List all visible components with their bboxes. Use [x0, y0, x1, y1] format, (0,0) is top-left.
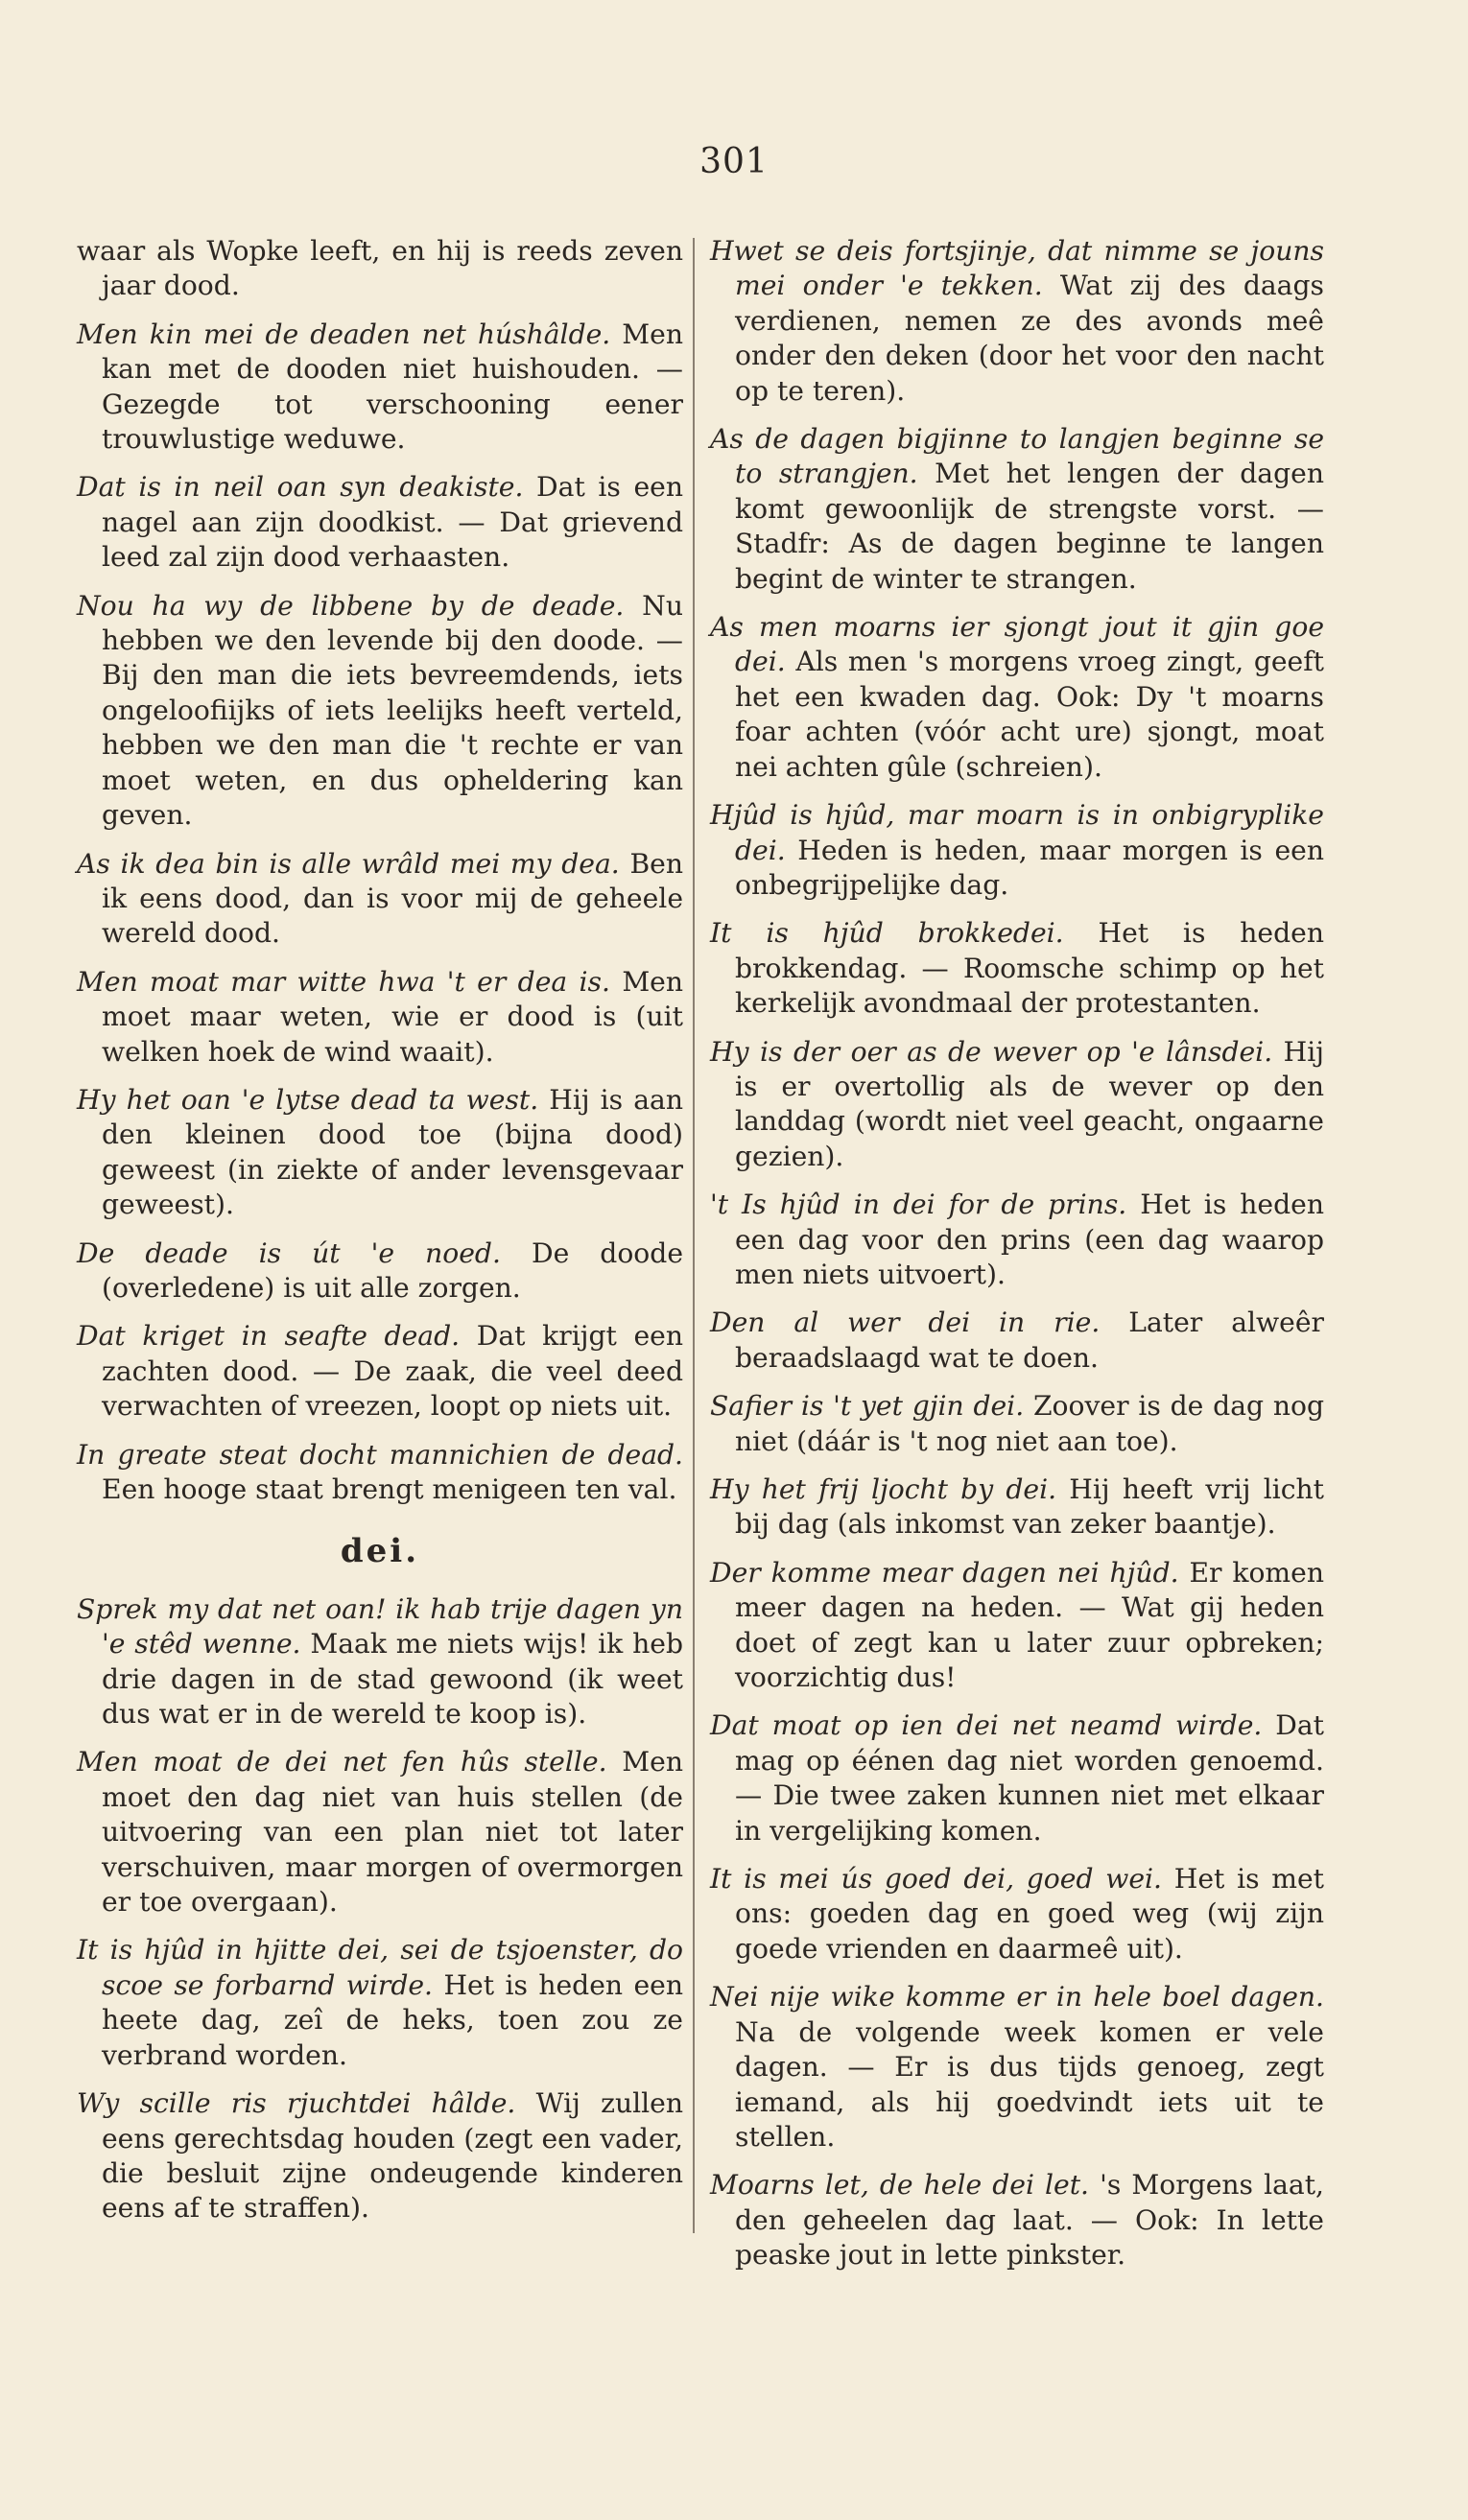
entry-text: De doode (overledene) is uit alle zorgen. [102, 1236, 683, 1304]
entry-text: Met het lengen der dagen komt gewoonlijk de strengste vorst. — Stadfr: As de dagen beginne te langen begint de winter te strangen. [735, 458, 1324, 595]
entry-text: Het is heden een dag voor den prins (een dag waarop men niets uitvoert). [735, 1189, 1324, 1290]
frisian-phrase: Hjûd is hjûd, mar moarn is in onbigryplike dei. [710, 799, 1324, 866]
entry [710, 1306, 1324, 1376]
entry-text: Hij is aan den kleinen dood toe (bijna dood) geweest (in ziekte of ander levensgevaar geweest). [102, 1083, 683, 1221]
entry [77, 234, 683, 304]
frisian-phrase: Men moat de dei net fen hûs stelle. [77, 1746, 607, 1778]
entry-text: Men moet den dag niet van huis stellen (de uitvoering van een plan niet tot later verschuiven, maar morgen of overmorgen er toe overgaan). [102, 1746, 683, 1919]
entry-text: Men moet maar weten, wie er dood is (uit welken hoek de wind waait). [102, 965, 684, 1068]
entry-text: Heden is heden, maar morgen is een onbegrijpelijke dag. [735, 834, 1324, 901]
entry [710, 234, 1324, 409]
frisian-phrase: Sprek my dat net oan! ik hab trije dagen yn 'e stêd wenne. [77, 1592, 683, 1660]
entry [710, 1035, 1324, 1175]
entry-text: Later alweêr beraadslaagd wat te doen. [735, 1307, 1324, 1374]
entry [77, 1083, 683, 1223]
frisian-phrase: As ik dea bin is alle wrâld mei my dea. [77, 847, 620, 880]
entry-text: Het is heden een heete dag, zeî de heks, toen zou ze verbrand worden. [102, 1968, 683, 2071]
entry-text: 's Morgens laat, den geheelen dag laat. — Ook: In lette peaske jout in lette pinkster. [735, 2169, 1324, 2272]
entry [710, 610, 1324, 785]
left-column [77, 234, 683, 2240]
entry [77, 1592, 683, 1732]
frisian-phrase: In greate steat docht mannichien de dead. [77, 1438, 683, 1471]
entry [77, 470, 683, 575]
frisian-phrase: As men moarns ier sjongt jout it gjin goe dei. [710, 611, 1324, 678]
entry-text: Wij zullen eens gerechtsdag houden (zegt een vader, die besluit zijne ondeugende kinderen eens af te straffen). [102, 2087, 683, 2225]
entry-text: Een hooge staat brengt menigeen ten val. [102, 1473, 677, 1505]
entry [710, 1708, 1324, 1849]
entry-text: Het is met ons: goeden dag en goed weg (wij zijn goede vrienden en daarmeê uit). [735, 1863, 1325, 1965]
entry [77, 1933, 683, 2073]
frisian-phrase: Safier is 't yet gjin dei. [710, 1390, 1025, 1423]
entry-text: Hij is er overtollig als de wever op den landdag (wordt niet veel geacht, ongaarne gezien). [735, 1035, 1325, 1172]
entry [77, 2086, 683, 2226]
entry-text: Wat zij des daags verdienen, nemen ze des avonds meê onder den deken (door het voor den nacht op te teren). [735, 270, 1324, 407]
entry [710, 1188, 1324, 1292]
frisian-phrase: Wy scille ris rjuchtdei hâlde. [77, 2087, 516, 2120]
entry [77, 965, 683, 1070]
page-number: 301 [699, 142, 769, 181]
frisian-phrase: Men kin mei de deaden net húshâlde. [77, 318, 611, 350]
frisian-phrase: Men moat mar witte hwa 't er dea is. [77, 965, 610, 998]
entry [710, 422, 1324, 597]
entry [77, 1319, 683, 1424]
entry-text: Er komen meer dagen na heden. — Wat gij heden doet of zegt kan u later zuur opbreken; voorzichtig dus! [735, 1556, 1324, 1694]
entry [77, 1438, 683, 1508]
frisian-phrase: Hy het frij ljocht by dei. [710, 1473, 1057, 1505]
entry [710, 1556, 1324, 1696]
entry [77, 847, 683, 952]
entry-text: Als men 's morgens vroeg zingt, geeft het een kwaden dag. Ook: Dy 't moarns foar achten (vóór acht ure) sjongt, moat nei achten gûle (schreien). [735, 646, 1324, 783]
frisian-phrase: Nei nije wike komme er in hele boel dagen. [710, 1981, 1324, 2014]
entry [77, 318, 683, 458]
entry [77, 1745, 683, 1919]
entry [710, 916, 1324, 1021]
entry [77, 589, 683, 834]
entry-text: Ben ik eens dood, dan is voor mij de geheele wereld dood. [102, 847, 683, 950]
frisian-phrase: It is hjûd in hjitte dei, sei de tsjoenster, do scoe se forbarnd wirde. [77, 1934, 683, 2001]
frisian-phrase: Dat moat op ien dei net neamd wirde. [710, 1709, 1263, 1742]
entry-text: Nu hebben we den levende bij den doode. — Bij den man die iets bevreemdends, iets ongeloofiijks of iets leelijks heeft verteld, hebben we den man die 't rechte er van moet weten, en dus opheldering kan geven. [102, 589, 683, 832]
frisian-phrase: It is hjûd brokkedei. [710, 917, 1064, 950]
entry-text: Het is heden brokkendag. — Roomsche schimp op het kerkelijk avondmaal der protestanten. [735, 917, 1324, 1020]
frisian-phrase: De deade is út 'e noed. [77, 1236, 501, 1269]
entry-text: Dat mag op éénen dag niet worden genoemd. — Die twee zaken kunnen niet met elkaar in vergelijking komen. [735, 1709, 1324, 1847]
frisian-phrase: 't Is hjûd in dei for de prins. [710, 1189, 1127, 1221]
right-column [710, 234, 1324, 2287]
entry-text: Hij heeft vrij licht bij dag (als inkomst van zeker baantje). [735, 1473, 1324, 1541]
frisian-phrase: Der komme mear dagen nei hjûd. [710, 1556, 1179, 1589]
entry [710, 1389, 1324, 1459]
frisian-phrase: Dat is in neil oan syn deakiste. [77, 471, 524, 504]
frisian-phrase: Hy is der oer as de wever op 'e lânsdei. [710, 1035, 1273, 1068]
frisian-phrase: Den al wer dei in rie. [710, 1307, 1101, 1339]
frisian-phrase: Hy het oan 'e lytse dead ta west. [77, 1083, 539, 1116]
frisian-phrase: It is mei ús goed dei, goed wei. [710, 1863, 1163, 1896]
frisian-phrase: As de dagen bigjinne to langjen beginne se to strangjen. [710, 423, 1324, 490]
entry-text: Men kan met de dooden niet huishouden. — Gezegde tot verschooning eener trouwlustige weduwe. [102, 318, 683, 456]
entry-text: Dat krijgt een zachten dood. — De zaak, die veel deed verwachten of vreezen, loopt op niets uit. [102, 1320, 683, 1423]
entry-text: Na de volgende week komen er vele dagen. — Er is dus tijds genoeg, zegt iemand, als hij goedvindt iets uit te stellen. [735, 2015, 1324, 2153]
entry [710, 1862, 1324, 1967]
entry [710, 2168, 1324, 2273]
frisian-phrase: Hwet se deis fortsjinje, dat nimme se jouns mei onder 'e tekken. [710, 235, 1324, 302]
section-heading: dei. [340, 1532, 420, 1571]
entry [710, 798, 1324, 903]
entry-text: Zoover is de dag nog niet (dáár is 't nog niet aan toe). [735, 1390, 1324, 1457]
frisian-phrase: Moarns let, de hele dei let. [710, 2169, 1090, 2202]
entry [710, 1980, 1324, 2155]
frisian-phrase: Dat kriget in seafte dead. [77, 1320, 461, 1353]
entry-text: Maak me niets wijs! ik heb drie dagen in de stad gewoond (ik weet dus wat er in de wereld te koop is). [102, 1628, 683, 1731]
frisian-phrase: Nou ha wy de libbene by de deade. [77, 589, 625, 622]
entry-text: Dat is een nagel aan zijn doodkist. — Dat grievend leed zal zijn dood verhaasten. [102, 471, 683, 574]
entry [710, 1472, 1324, 1543]
entry [77, 1236, 683, 1307]
column-divider [693, 238, 695, 2233]
entry-text: waar als Wopke leeft, en hij is reeds zeven jaar dood. [77, 235, 683, 302]
